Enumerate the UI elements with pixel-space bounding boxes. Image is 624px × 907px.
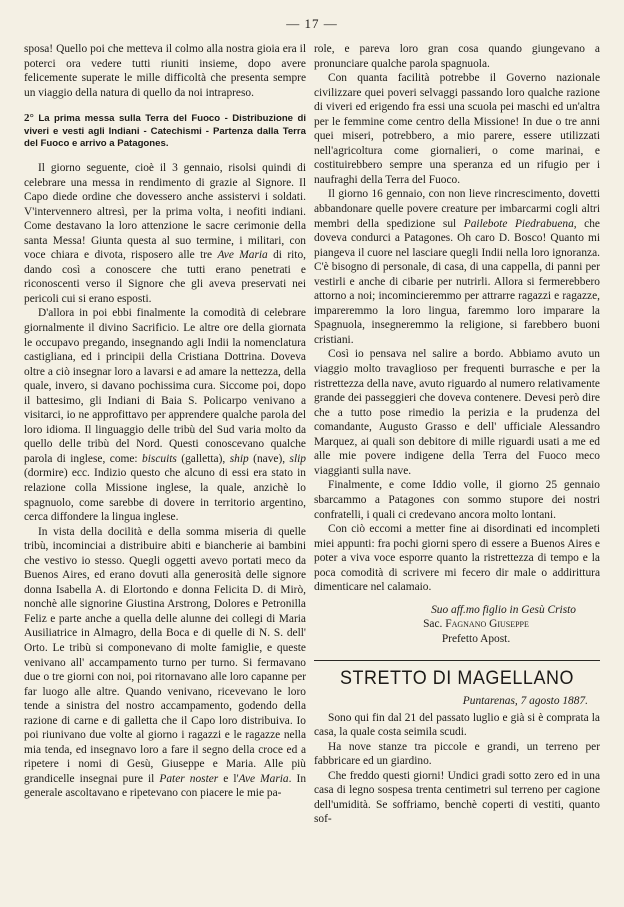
signature-block bbox=[314, 603, 600, 647]
paragraph: In vista della docilità e della somma miseria di quelle tribù, incominciai a distribuire abiti e biancherie ai bambini che vestivo io stesso. Quegli oggetti avevo portati meco da Buenos Aires, ed erano dovuti alla generosità delle signore donna Isabella A. di Elortondo e donna Felicita D. di Mirò, nonchè alle signorine Giustina Arstrong, Dolores e Petronilla Feliz e parte anche a quella delle alunne dei collegi di Maria Ausiliatrice in Almagro, della Boca e di quelle di N. S. dell' Orto. Le tribù si componevano di molte famiglie, e queste venivano all' accampamento turno per turno. Si fermavano due o tre giorni con noi, poi ritornavano alle loro capanne per far luogo alle altre. Quando venivano, ricevevano le loro tende a sinistra del nostro accampamento, godendo della razione di carne e di galletta che il Capo loro distribuiva. Io poi riunivano due volte al giorno i ragazzi e le ragazze nella mia tenda, ed insegnavo loro a fare il segno della croce ed a ripetere i nomi di Gesù, Giuseppe e Maria. Alle più grandicelle insegnai pure il Pater noster e l'Ave Maria. In generale ascoltavano e ripetevano con piacere le mie pa- bbox=[24, 525, 307, 800]
paragraph: Finalmente, e come Iddio volle, il giorno 25 gennaio sbarcammo a Patagones con sommo stupore dei nostri confratelli, i quali ci credevano ancora molto lontani. bbox=[314, 479, 600, 521]
paragraph: Ha nove stanze tra piccole e grandi, un terreno per fabbricare ed un giardino. bbox=[314, 740, 600, 768]
section-number: 2° bbox=[24, 112, 34, 125]
section-title: La prima messa sulla Terra del Fuoco - Distribuzione di viveri e vesti agli Indiani - Catechismi - Partenza dalla Terra del Fuoco e arrivo a Patagones. bbox=[24, 113, 306, 150]
paragraph: Che freddo questi giorni! Undici gradi sotto zero ed in una casa di legno sospesa trenta centimetri sul terreno per cagione dell'umidità. Se soffriamo, benchè coperti di vestiti, quanto sof- bbox=[314, 769, 600, 826]
paragraph: Con quanta facilità potrebbe il Governo nazionale civilizzare quei poveri selvaggi passando loro qualche razione di viveri ed erigendo fra essi una scuola pei maschi ed un'altra per le femmine come centro della Missione! In due o tre anni quei miseri, potrebbero, a mio parere, essere utilizzati nell'agricoltura come giornalieri, o come marinai, e costituirebbero sempre una speranza ed un rifugio per i naufraghi della Terra del Fuoco. bbox=[314, 72, 600, 186]
article-title: STRETTO DI MAGELLANO bbox=[339, 667, 574, 690]
paragraph: Con ciò eccomi a metter fine ai disordinati ed incompleti miei appunti: fra pochi giorni spero di essere a Buenos Aires e poter a viva voce esporre quanto la ristrettezza di tempo e la poca comodità di scrivere mi fecero dir male o addirittura dimenticare nel calamaio. bbox=[314, 523, 600, 594]
paragraph: Sono qui fin dal 21 del passato luglio e già si è comprata la casa, la quale costa seimila scudi. bbox=[314, 711, 600, 739]
divider bbox=[314, 660, 600, 661]
right-column bbox=[314, 42, 600, 827]
paragraph: Il giorno 16 gennaio, con non lieve rincrescimento, dovetti abbandonare quelle povere creature per imbarcarmi cogli altri membri della spedizione sul Pailebote Piedrabuena, che doveva condurci a Patagones. Oh caro D. Bosco! Quanto mi piangeva il cuore nel lasciare quegli Indii nella loro ignoranza. C'è bisogno di personale, di casa, di una cappella, di panni per vestirli e anche di cibarie per nutrirli. Allora si fermerebbero attorno a noi; incomincieremmo per attrarre ragazzi e ragazze, impareremmo la loro lingua, faremmo loro imparare la Spagnuola, insegneremmo la religione, si farebbero buoni cristiani. bbox=[314, 188, 600, 346]
signature-title: Prefetto Apost. bbox=[441, 632, 511, 645]
signature-name: Sac. Fagnano Giuseppe bbox=[423, 618, 529, 631]
page-number: — 17 — bbox=[286, 16, 338, 31]
paragraph: D'allora in poi ebbi finalmente la comodità di celebrare giornalmente il divino Sacrificio. Le altre ore della giornata le occupavo pregando, insegnando agli Indii la nomenclatura castigliana, ed i principii della Cristiana Dottrina. Doveva oltre a ciò insegnar loro a lavarsi e ad amare la nettezza, della quale, invero, si davano pochissima cura. Siccome poi, dopo il battesimo, gli Indiani di Baia S. Policarpo venivano a visitarci, io ne approfittavo per apprendere qualche parola del loro idioma. Il linguaggio delle tribù del Sud varia molto da quello delle tribù del Nord. Questi conoscevano qualche parola di inglese, come: biscuits (galletta), ship (nave), slip (dormire) ecc. Indizio questo che alcuno di essi era stato in relazione colla Missione inglese, la quale, anzichè lo spagnuolo, come sarebbe di dovere in territorio argentino, cerca diffondere la lingua inglese. bbox=[24, 307, 306, 524]
paragraph: sposa! Quello poi che metteva il colmo alla nostra gioia era il poterci ora vedere tutti riuniti insieme, dopo avere felicemente superate le mille difficoltà che presenta sempre un viaggio della natura di quello da noi intrapreso. bbox=[24, 43, 306, 99]
paragraph: Così io pensava nel salire a bordo. Abbiamo avuto un viaggio molto travaglioso per frequenti burrasche e per la ristrettezza della nave, avuto riguardo al numero relativamente grande dei passeggieri che doveva contenere. Devesi però dire che a tutto pose rimedio la perizia e la prudenza del comandante, Augusto Grasso e dell' ufficiale Alessandro Marquez, ai quali son debitore di mille riguardi usati a me ed alle mie povere indigene della Terra del Fuoco meco viaggianti sulla nave. bbox=[314, 348, 600, 477]
signature-salutation: Suo aff.mo figlio in Gesù Cristo bbox=[431, 603, 576, 616]
paragraph: Il giorno seguente, cioè il 3 gennaio, risolsi quindi di celebrare una messa in rendimento di grazie al Signore. Il Capo diede ordine che dovessero anche assistervi i soldati. V'intervennero altresì, per la prima volta, i neofiti indiani. Come destavano la loro attenzione le sacre cerimonie della santa Messa! Giunta questa al suo termine, i militari, con voce chiara e divota, risposero alle tre Ave Maria di rito, dando così a conoscere che tutti erano penetrati e riconoscenti verso il Signore che gli aveva preservati nei pericoli cui si erano esposti. bbox=[24, 161, 306, 305]
left-column bbox=[24, 42, 306, 801]
section-heading bbox=[24, 112, 306, 151]
dateline: Puntarenas, 7 agosto 1887. bbox=[462, 694, 588, 707]
paragraph: role, e pareva loro gran cosa quando giungevano a pronunciare qualche parola spagnuola. bbox=[314, 43, 600, 70]
